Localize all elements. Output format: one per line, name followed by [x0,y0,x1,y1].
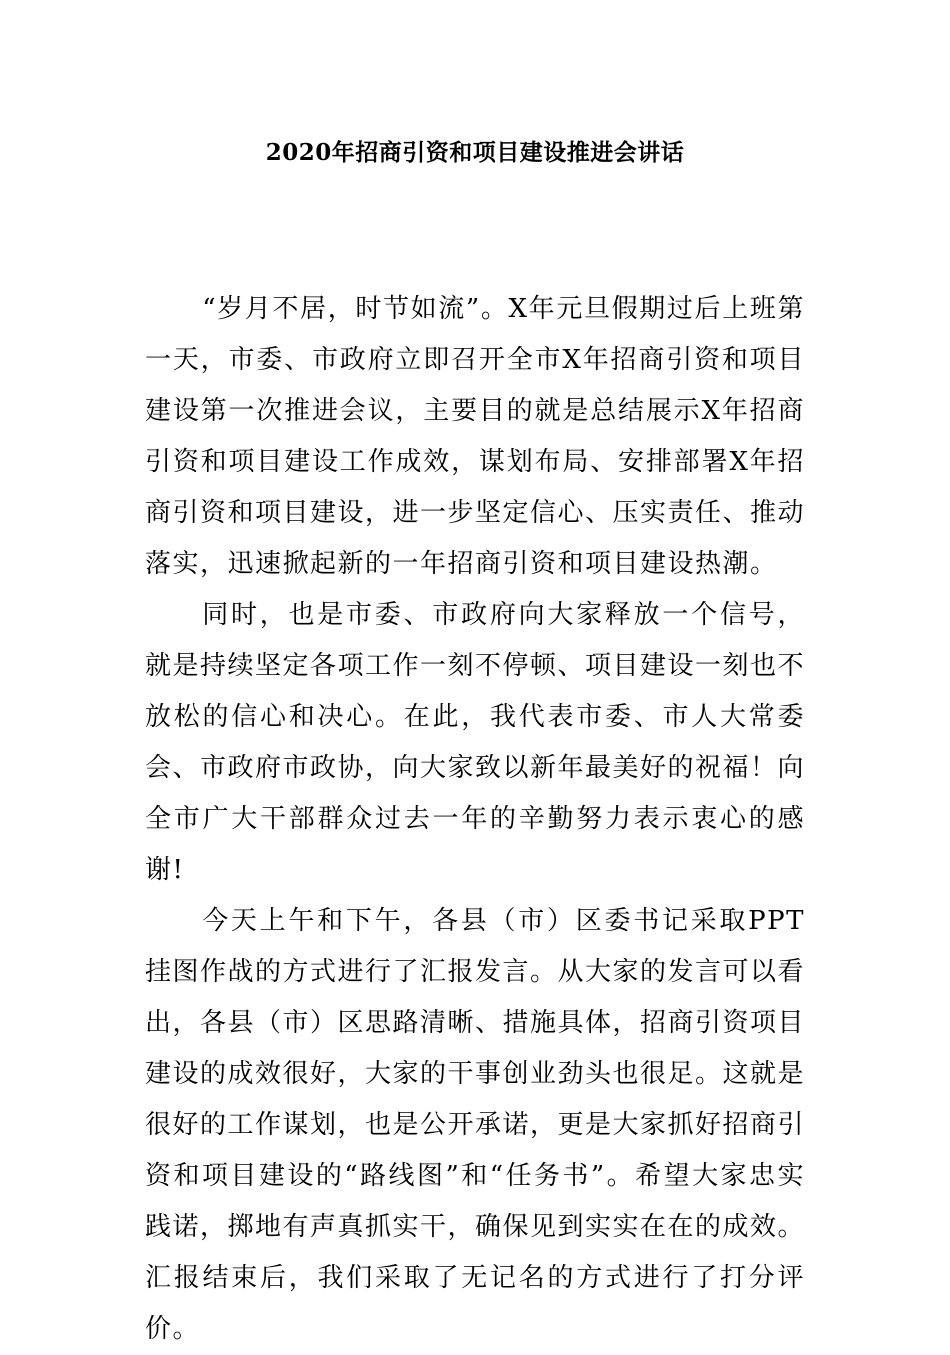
paragraph: 同时，也是市委、市政府向大家释放一个信号，就是持续坚定各项工作一刻不停顿、项目建设一刻也不放松的信心和决心。在此，我代表市委、市人大常委会、市政府市政协，向大家致以新年最美好的祝福！向全市广大干部群众过去一年的辛勤努力表示衷心的感谢! [145,600,806,885]
paragraph: “岁月不居，时节如流”。X年元旦假期过后上班第一天，市委、市政府立即召开全市X年招商引资和项目建设第一次推进会议，主要目的就是总结展示X年招商引资和项目建设工作成效，谋划布局、安排部署X年招商引资和项目建设，进一步坚定信心、压实责任、推动落实，迅速掀起新的一年招商引资和项目建设热潮。 [145,294,806,579]
document-body [145,284,805,1355]
document-title: 2020年招商引资和项目建设推进会讲话 [265,139,685,166]
paragraph: 今天上午和下午，各县（市）区委书记采取PPT挂图作战的方式进行了汇报发言。从大家的发言可以看出，各县（市）区思路清晰、措施具体，招商引资项目建设的成效很好，大家的干事创业劲头也很足。这就是很好的工作谋划，也是公开承诺，更是大家抓好招商引资和项目建设的“路线图”和“任务书”。希望大家忠实践诺，掷地有声真抓实干，确保见到实实在在的成效。汇报结束后，我们采取了无记名的方式进行了打分评价。 [145,906,806,1344]
